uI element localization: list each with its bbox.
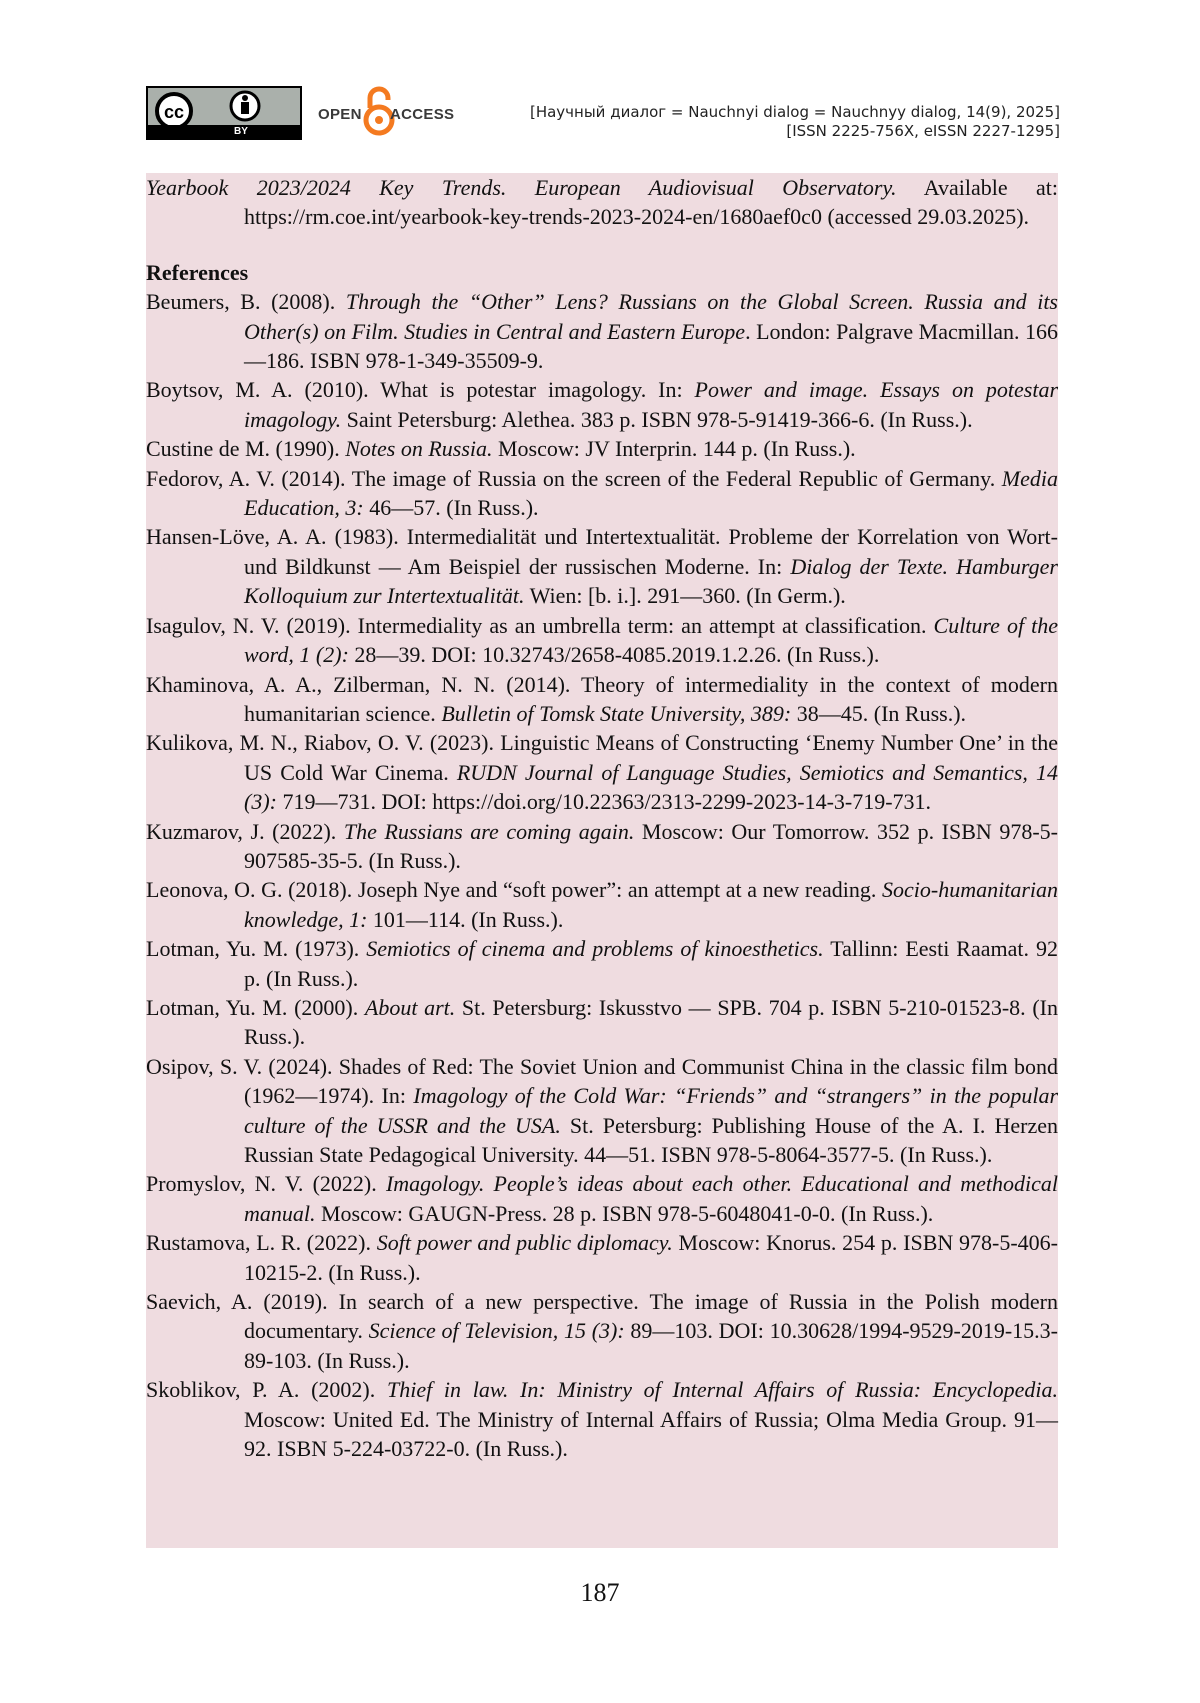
reference-item: Custine de M. (1990). Notes on Russia. Moscow: JV Interprin. 144 p. (In Russ.). [146, 436, 856, 462]
license-label: BY [234, 126, 248, 137]
issn-line: [ISSN 2225-756X, eISSN 2227-1295] [786, 122, 1060, 140]
cc-logo-icon [148, 88, 300, 126]
reference-item: Skoblikov, P. A. (2002). Thief in law. In: Ministry of Internal Affairs of Russia: Encyclopedia. Moscow: United Ed. The Ministry of Internal Affairs of Russia; Olma Media Group. 91—92. ISBN 5-224-03722-0. (In Russ.). [146, 1377, 1058, 1462]
references-heading: References [146, 259, 249, 285]
reference-item: Isagulov, N. V. (2019). Intermediality as an umbrella term: an attempt at classification. Culture of the word, 1 (2): 28—39. DOI: 10.32743/2658-4085.2019.1.2.26. (In Russ.). [146, 612, 1058, 668]
reference-item: Hansen-Löve, A. A. (1983). Intermedialität und Intertextualität. Probleme der Korrelation von Wort- und Bildkunst — Am Beispiel der russischen Moderne. In: Dialog der Texte. Hamburger Kolloquium zur Intertextualität. Wien: [b. i.]. 291—360. (In Germ.). [146, 524, 1058, 609]
reference-item: Khaminova, A. A., Zilberman, N. N. (2014). Theory of intermediality in the context of modern humanitarian science. Bulletin of Tomsk State University, 389: 38—45. (In Russ.). [146, 671, 1058, 726]
reference-item: Kulikova, M. N., Riabov, O. V. (2023). Linguistic Means of Constructing ‘Enemy Number One’ in the US Cold War Cinema. RUDN Journal of Language Studies, Semiotics and Semantics, 14 (3): 719—731. DOI: https://doi.org/10.22363/2313-2299-2023-14-3-719-731. [146, 730, 1058, 815]
cc-by-license-badge [146, 86, 302, 140]
reference-item: Lotman, Yu. M. (2000). About art. St. Petersburg: Iskusstvo — SPB. 704 p. ISBN 5-210-01523-8. (In Russ.). [146, 994, 1058, 1050]
reference-item: Promyslov, N. V. (2022). Imagology. People’s ideas about each other. Educational and methodical manual. Moscow: GAUGN-Press. 28 p. ISBN 978-5-6048041-0-0. (In Russ.). [146, 1171, 1058, 1226]
reference-item: Lotman, Yu. M. (1973). Semiotics of cinema and problems of kinoesthetics. Tallinn: Eesti Raamat. 92 p. (In Russ.). [146, 936, 1059, 991]
reference-item: Rustamova, L. R. (2022). Soft power and public diplomacy. Moscow: Knorus. 254 p. ISBN 978-5-406-10215-2. (In Russ.). [146, 1230, 1058, 1285]
page-number: 187 [580, 1578, 620, 1607]
intro-reference: Yearbook 2023/2024 Key Trends. European Audiovisual Observatory. Available at: https://rm.coe.int/yearbook-key-trends-2023-2024-en/1680aef0c0 (accessed 29.03.2025). [146, 175, 1058, 230]
svg-text:cc: cc [163, 102, 185, 122]
open-access-right-word: ACCESS [390, 106, 455, 123]
reference-item: Kuzmarov, J. (2022). The Russians are coming again. Moscow: Our Tomorrow. 352 p. ISBN 978-5-907585-35-5. (In Russ.). [146, 818, 1059, 873]
reference-item: Leonova, O. G. (2018). Joseph Nye and “soft power”: an attempt at a new reading. Socio-humanitarian knowledge, 1: 101—114. (In Russ.). [146, 877, 1058, 932]
reference-item: Osipov, S. V. (2024). Shades of Red: The Soviet Union and Communist China in the classic film bond (1962—1974). In: Imagology of the Cold War: “Friends” and “strangers” in the popular culture of the USSR and the USA. St. Petersburg: Publishing House of the A. I. Herzen Russian State Pedagogical University. 44—51. ISBN 978-5-8064-3577-5. (In Russ.). [146, 1053, 1058, 1167]
journal-line: [Научный диалог = Nauchnyi dialog = Nauchnyy dialog, 14(9), 2025] [529, 103, 1060, 121]
reference-item: Fedorov, A. V. (2014). The image of Russia on the screen of the Federal Republic of Germany. Media Education, 3: 46—57. (In Russ.). [146, 465, 1058, 521]
references-section [146, 173, 1058, 1548]
reference-item: Beumers, B. (2008). Through the “Other” Lens? Russians on the Global Screen. Russia and its Other(s) on Film. Studies in Central and Eastern Europe. London: Palgrave Macmillan. 166—186. ISBN 978-1-349-35509-9. [146, 289, 1059, 374]
reference-item: Boytsov, M. A. (2010). What is potestar imagology. In: Power and image. Essays on potestar imagology. Saint Petersburg: Alethea. 383 p. ISBN 978-5-91419-366-6. (In Russ.). [146, 377, 1059, 432]
open-access-left-word: OPEN [318, 106, 362, 123]
reference-item: Saevich, A. (2019). In search of a new perspective. The image of Russia in the Polish modern documentary. Science of Television, 15 (3): 89—103. DOI: 10.30628/1994-9529-2019-15.3-89-103. (In Russ.). [146, 1289, 1058, 1373]
license-strip [148, 125, 300, 138]
open-access-logo [318, 86, 460, 140]
journal-citation-header [530, 103, 1060, 141]
